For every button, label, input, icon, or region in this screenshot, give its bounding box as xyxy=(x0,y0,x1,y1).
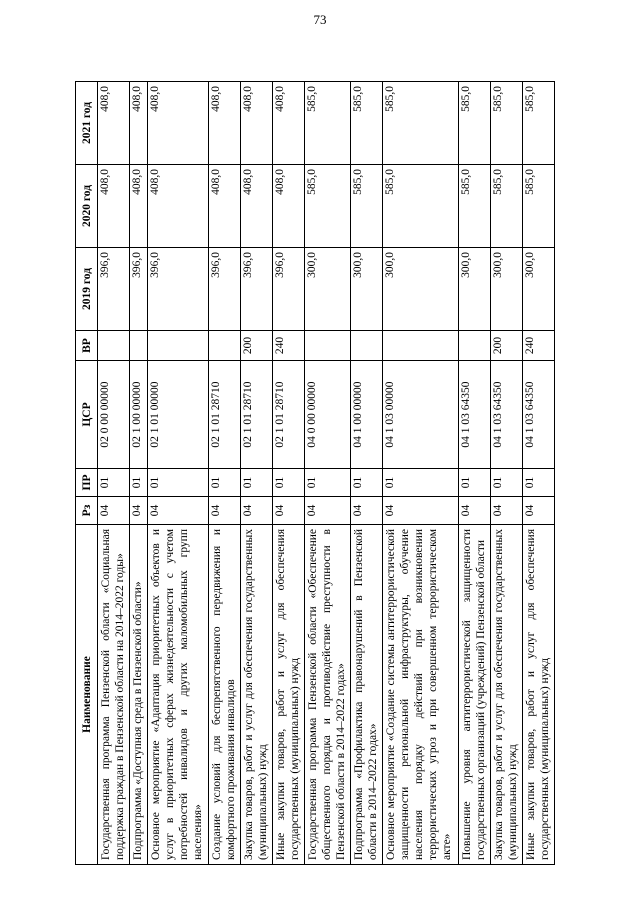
row-2020: 585,0 xyxy=(351,165,383,248)
table-body xyxy=(98,82,555,865)
row-name: Иные закупки товаров, работ и услуг для обеспечения государственных (муниципальных) нужд xyxy=(272,525,304,865)
row-2019: 300,0 xyxy=(351,248,383,331)
row-2021: 585,0 xyxy=(458,82,490,165)
row-2020: 585,0 xyxy=(383,165,458,248)
page-number: 73 xyxy=(313,12,327,27)
row-2020: 408,0 xyxy=(208,165,240,248)
row-pr: 01 xyxy=(490,469,522,497)
row-csr: 04 1 03 00000 xyxy=(383,361,458,469)
row-vr xyxy=(147,331,208,361)
row-name: Государственная программа Пензенской области «Обеспечение общественного порядка и противодействие преступности в Пензенской области в 2014–2022 годах» xyxy=(304,525,351,865)
header-vr: ВР xyxy=(76,331,98,361)
row-2021: 408,0 xyxy=(272,82,304,165)
row-vr: 240 xyxy=(522,331,554,361)
table-row xyxy=(98,82,130,865)
row-2020: 585,0 xyxy=(458,165,490,248)
row-2021: 408,0 xyxy=(98,82,130,165)
header-rz: Рз xyxy=(76,497,98,525)
row-name: Закупка товаров, работ и услуг для обеспечения государственных (муниципальных) нужд xyxy=(240,525,272,865)
row-pr: 01 xyxy=(458,469,490,497)
row-2019: 300,0 xyxy=(522,248,554,331)
table-row xyxy=(272,82,304,865)
row-2021: 408,0 xyxy=(130,82,148,165)
row-2021: 408,0 xyxy=(208,82,240,165)
row-rz: 04 xyxy=(458,497,490,525)
row-pr: 01 xyxy=(240,469,272,497)
row-rz: 04 xyxy=(240,497,272,525)
row-2019: 300,0 xyxy=(383,248,458,331)
row-name: Создание условий для беспрепятственного передвижения и комфортного проживания инвалидов xyxy=(208,525,240,865)
row-csr: 04 0 00 00000 xyxy=(304,361,351,469)
row-csr: 02 1 01 00000 xyxy=(147,361,208,469)
row-pr: 01 xyxy=(98,469,130,497)
row-2021: 585,0 xyxy=(490,82,522,165)
row-2020: 408,0 xyxy=(240,165,272,248)
row-2019: 396,0 xyxy=(208,248,240,331)
row-2021: 585,0 xyxy=(383,82,458,165)
header-2019: 2019 год xyxy=(76,248,98,331)
row-name: Основное мероприятие «Адаптация приоритетных объектов и услуг в приоритетных сферах жизнедеятельности с учетом потребностей инвалидов и других маломобильных групп населения» xyxy=(147,525,208,865)
row-2019: 396,0 xyxy=(272,248,304,331)
rotated-table-container xyxy=(75,81,555,865)
row-2021: 585,0 xyxy=(522,82,554,165)
row-2020: 408,0 xyxy=(147,165,208,248)
row-csr: 04 1 03 64350 xyxy=(522,361,554,469)
row-vr xyxy=(458,331,490,361)
row-rz: 04 xyxy=(98,497,130,525)
row-name: Основное мероприятие «Создание системы антитеррористической защищенности региональной инфраструктуры, обучение населения порядку действий при возникновении террористических угроз и при совершенном террористическом акте» xyxy=(383,525,458,865)
row-name: Иные закупки товаров, работ и услуг для обеспечения государственных (муниципальных) нужд xyxy=(522,525,554,865)
row-name: Повышение уровня антитеррористической защищенности государственных организаций (учреждений) Пензенской области xyxy=(458,525,490,865)
row-rz: 04 xyxy=(351,497,383,525)
row-2021: 408,0 xyxy=(147,82,208,165)
row-vr xyxy=(208,331,240,361)
row-rz: 04 xyxy=(490,497,522,525)
row-pr: 01 xyxy=(304,469,351,497)
row-2020: 585,0 xyxy=(304,165,351,248)
row-name: Государственная программа Пензенской области «Социальная поддержка граждан в Пензенской области на 2014–2022 годы» xyxy=(98,525,130,865)
row-vr xyxy=(351,331,383,361)
row-pr: 01 xyxy=(130,469,148,497)
table-header-row xyxy=(76,82,98,865)
row-vr: 200 xyxy=(490,331,522,361)
row-2019: 396,0 xyxy=(147,248,208,331)
row-2019: 300,0 xyxy=(490,248,522,331)
header-pr: ПР xyxy=(76,469,98,497)
header-2021: 2021 год xyxy=(76,82,98,165)
row-2021: 408,0 xyxy=(240,82,272,165)
row-2021: 585,0 xyxy=(351,82,383,165)
table-row xyxy=(130,82,148,865)
row-rz: 04 xyxy=(304,497,351,525)
row-csr: 02 0 00 00000 xyxy=(98,361,130,469)
header-name: Наименование xyxy=(76,525,98,865)
table-row xyxy=(458,82,490,865)
row-2019: 300,0 xyxy=(304,248,351,331)
row-rz: 04 xyxy=(147,497,208,525)
row-pr: 01 xyxy=(522,469,554,497)
table-row xyxy=(522,82,554,865)
row-vr: 240 xyxy=(272,331,304,361)
row-pr: 01 xyxy=(147,469,208,497)
row-pr: 01 xyxy=(272,469,304,497)
row-2020: 585,0 xyxy=(490,165,522,248)
row-2021: 585,0 xyxy=(304,82,351,165)
row-vr xyxy=(304,331,351,361)
table-row xyxy=(208,82,240,865)
table-row xyxy=(304,82,351,865)
row-name: Подпрограмма «Профилактика правонарушений в Пензенской области в 2014–2022 годах» xyxy=(351,525,383,865)
row-csr: 04 1 03 64350 xyxy=(458,361,490,469)
row-2020: 408,0 xyxy=(130,165,148,248)
row-rz: 04 xyxy=(272,497,304,525)
row-vr xyxy=(98,331,130,361)
table-row xyxy=(147,82,208,865)
row-csr: 02 1 01 28710 xyxy=(272,361,304,469)
row-2020: 408,0 xyxy=(272,165,304,248)
row-pr: 01 xyxy=(383,469,458,497)
row-2019: 300,0 xyxy=(458,248,490,331)
row-csr: 02 1 01 28710 xyxy=(208,361,240,469)
table-row xyxy=(240,82,272,865)
row-pr: 01 xyxy=(208,469,240,497)
row-rz: 04 xyxy=(130,497,148,525)
row-csr: 02 1 00 00000 xyxy=(130,361,148,469)
budget-table xyxy=(75,81,555,865)
header-csr: ЦСР xyxy=(76,361,98,469)
header-2020: 2020 год xyxy=(76,165,98,248)
row-rz: 04 xyxy=(383,497,458,525)
row-2019: 396,0 xyxy=(130,248,148,331)
row-name: Закупка товаров, работ и услуг для обеспечения государственных (муниципальных) нужд xyxy=(490,525,522,865)
row-2019: 396,0 xyxy=(98,248,130,331)
row-vr: 200 xyxy=(240,331,272,361)
table-row xyxy=(383,82,458,865)
table-row xyxy=(490,82,522,865)
row-2020: 585,0 xyxy=(522,165,554,248)
table-row xyxy=(351,82,383,865)
row-vr xyxy=(383,331,458,361)
row-rz: 04 xyxy=(208,497,240,525)
row-vr xyxy=(130,331,148,361)
row-name: Подпрограмма «Доступная среда в Пензенской области» xyxy=(130,525,148,865)
row-csr: 02 1 01 28710 xyxy=(240,361,272,469)
row-csr: 04 1 00 00000 xyxy=(351,361,383,469)
row-2019: 396,0 xyxy=(240,248,272,331)
row-2020: 408,0 xyxy=(98,165,130,248)
row-csr: 04 1 03 64350 xyxy=(490,361,522,469)
row-rz: 04 xyxy=(522,497,554,525)
row-pr: 01 xyxy=(351,469,383,497)
